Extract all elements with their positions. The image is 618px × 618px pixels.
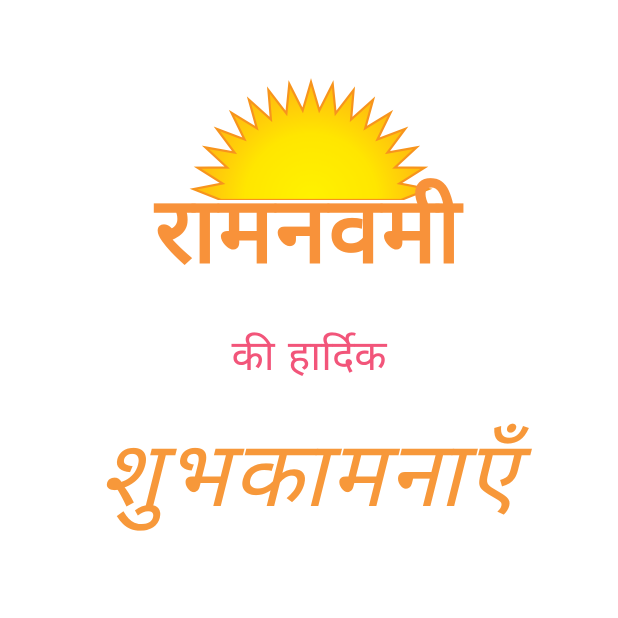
wishes-shubhkamnaye: शुभकामनाएँ bbox=[98, 421, 520, 528]
subtitle-ki-hardik: की हार्दिक bbox=[231, 331, 387, 380]
title-ram-navami: रामनवमी bbox=[155, 177, 463, 284]
